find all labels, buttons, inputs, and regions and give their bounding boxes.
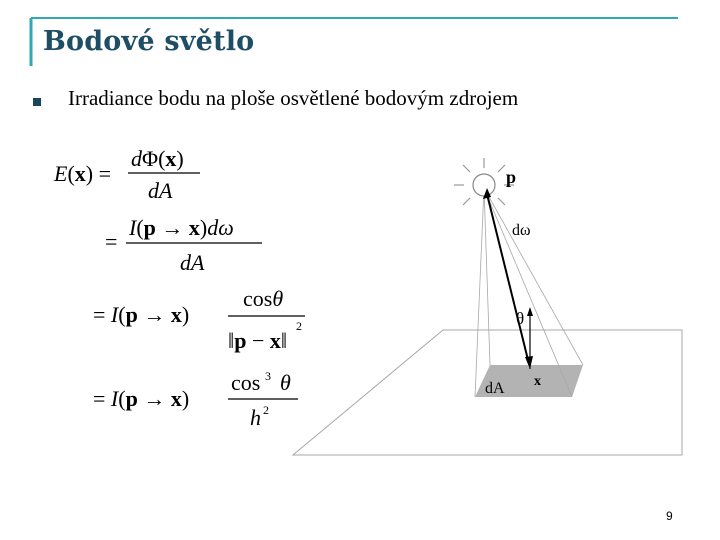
page-number: 9 [666,509,673,523]
eq4-denominator: h [250,405,261,430]
eq3-denominator: ‖p − x‖ [228,328,288,353]
svg-text:3: 3 [265,369,271,383]
eq2-denominator: dA [180,250,205,275]
bullet-text: Irradiance bodu na ploše osvětlené bodovým zdrojem [68,86,519,110]
label-theta: θ [516,309,525,328]
eq-lhs: E(x) = [54,161,112,186]
eq4-prefix: = I(p → x) [93,386,190,411]
label-x: x [534,374,541,389]
eq3-prefix: = I(p → x) [93,302,190,327]
point-light-source [473,174,495,196]
eq3-exponent: 2 [296,319,302,333]
eq1-numerator: dΦ(x) [131,146,184,171]
eq4-numerator: cos [231,370,261,395]
eq2-numerator: I(p → x)dω [129,215,234,240]
eq1-denominator: dA [148,178,173,203]
svg-text:2: 2 [263,403,269,417]
label-p: p [506,167,517,187]
label-domega: dω [512,222,531,239]
eq3-numerator: cosθ [243,286,284,311]
eq2-prefix: = [105,229,118,254]
slide-title: Bodové světlo [43,26,255,57]
normal-arrowhead [527,307,533,316]
svg-text:θ: θ [280,370,291,395]
label-dA: dA [485,380,505,397]
